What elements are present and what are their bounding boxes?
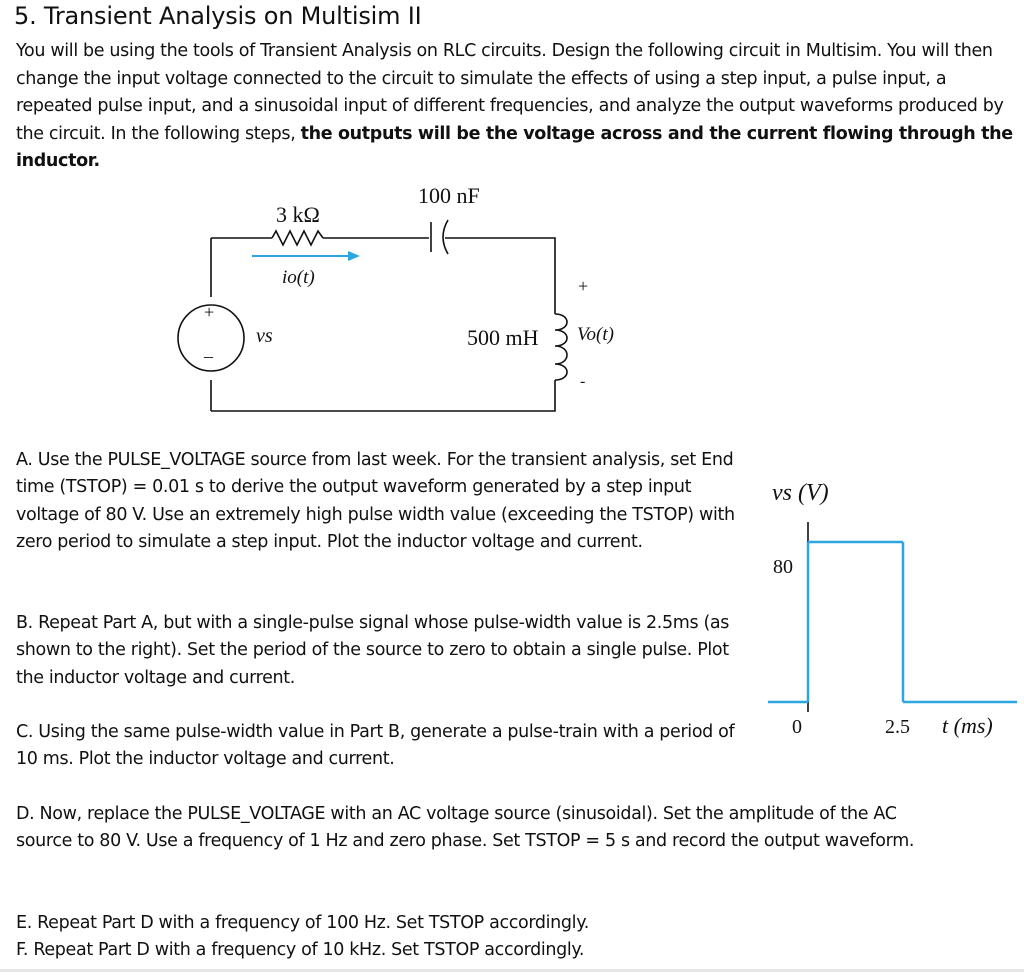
pulse-x-origin: 0 [792,716,802,738]
output-label: Vo(t) [577,324,614,345]
wire-top-right [445,238,555,314]
source-plus-label: + [204,302,215,322]
resistor-symbol [272,231,323,245]
pulse-xlabel: t (ms) [942,713,993,738]
output-minus-label: - [580,373,586,390]
part-c-text: C. Using the same pulse-width value in Part B, generate a pulse-train with a period of 10 ms. Plot the inductor voltage and current. [16,722,735,770]
wire-bottom [211,380,555,411]
inductor-label: 500 mH [467,325,539,350]
intro-text: You will be using the tools of Transient Analysis on RLC circuits. Design the following circuit in Multisim. You will then change the input voltage connected to the circuit to simulate the effects of using a step input, a pulse input, a repeated pulse input, and a sinusoidal input of different frequencies, and analyze the output waveforms produced by the circuit. In the following steps, [16,41,1004,144]
intro-bold-text: the outputs will be the voltage across and the current flowing through the inductor. [16,123,1013,171]
pulse-y-tick-80: 80 [773,556,793,578]
capacitor-plate-curved [443,220,448,254]
part-d-text: D. Now, replace the PULSE_VOLTAGE with an AC voltage source (sinusoidal). Set the amplitude of the AC source to 80 V. Use a frequency of 1 Hz and zero phase. Set TSTOP = 5 s and record the output waveform. [16,804,915,852]
source-label: vs [256,325,273,347]
current-label: io(t) [282,267,315,288]
part-b-text: B. Repeat Part A, but with a single-pulse signal whose pulse-width value is 2.5ms (as shown to the right). Set the period of the source to zero to obtain a single pulse. Plot the inductor voltage and current. [16,613,730,688]
page-title: 5. Transient Analysis on Multisim II [14,2,422,30]
output-plus-label: + [578,276,589,296]
part-e-text: E. Repeat Part D with a frequency of 100 Hz. Set TSTOP accordingly. [16,913,589,933]
capacitor-label: 100 nF [418,183,480,208]
pulse-plot [740,460,1024,760]
bottom-divider [0,969,1024,972]
current-arrow [252,251,360,261]
rlc-circuit-diagram [0,180,640,430]
inductor-symbol [555,314,567,380]
part-f-text: F. Repeat Part D with a frequency of 10 kHz. Set TSTOP accordingly. [16,940,585,960]
resistor-label: 3 kΩ [276,202,320,227]
pulse-x-tick-2-5: 2.5 [885,716,910,738]
pulse-ylabel: vs (V) [772,480,829,506]
intro-paragraph [16,38,1016,176]
part-a-text: A. Use the PULSE_VOLTAGE source from last week. For the transient analysis, set End time (TSTOP) = 0.01 s to derive the output waveform generated by a step input voltage of 80 V. Use an extremely high pulse width value (exceeding the TSTOP) with zero period to simulate a step input. Plot the inductor voltage and current. [16,450,735,552]
source-minus-label: – [204,346,213,366]
